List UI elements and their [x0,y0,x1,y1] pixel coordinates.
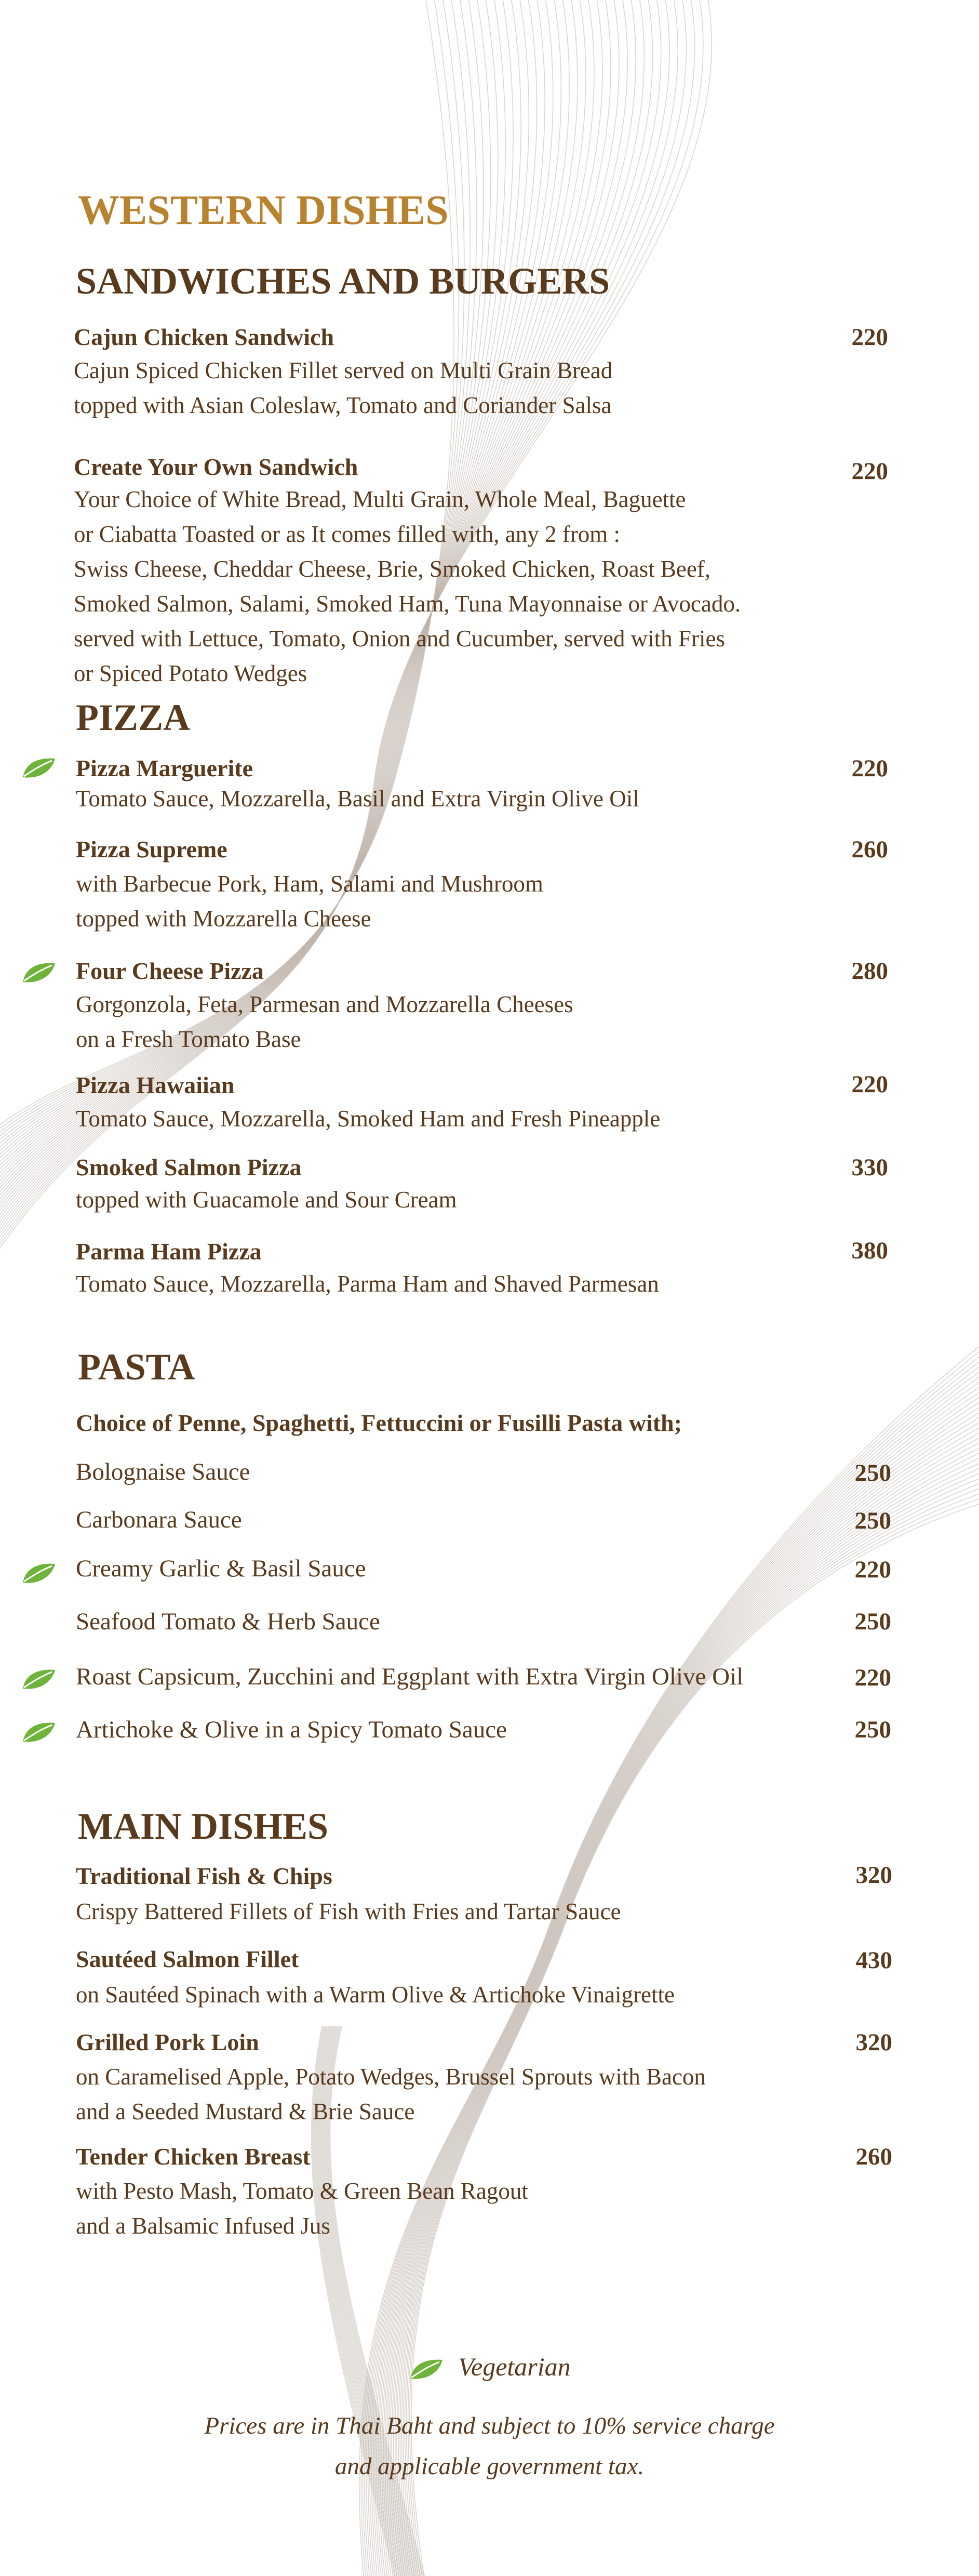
leaf-icon [408,2358,445,2381]
pasta-item-name: Roast Capsicum, Zucchini and Eggplant with Extra Virgin Olive Oil [76,1663,744,1690]
menu-item-price: 280 [851,958,888,985]
menu-item-name: Traditional Fish & Chips [76,1863,332,1889]
vegetarian-leaf-icon [21,1668,57,1691]
menu-item-price: 220 [851,458,888,485]
menu-item-description: Crispy Battered Fillets of Fish with Fries and Tartar Sauce [76,1898,621,1924]
section-title-main-dishes: MAIN DISHES [78,1805,329,1847]
menu-item-description: Gorgonzola, Feta, Parmesan and Mozzarella Cheeses on a Fresh Tomato Base [76,991,573,1052]
menu-item-price: 260 [855,2143,892,2170]
section-title-pizza: PIZZA [76,697,191,738]
menu-item-description: Cajun Spiced Chicken Fillet served on Multi Grain Bread topped with Asian Coleslaw, Tomato and Coriander Salsa [74,357,613,418]
menu-item-name: Pizza Marguerite [76,755,253,781]
pasta-item-price: 250 [854,1459,891,1486]
menu-item-description: on Sautéed Spinach with a Warm Olive & Artichoke Vinaigrette [76,1982,675,2008]
section-title-sandwiches: SANDWICHES AND BURGERS [76,260,610,302]
category-title: WESTERN DISHES [78,188,449,233]
menu-item-description: Tomato Sauce, Mozzarella, Smoked Ham and Fresh Pineapple [76,1106,661,1132]
menu-item-name: Tender Chicken Breast [76,2143,311,2170]
menu-item-price: 330 [851,1154,888,1181]
menu-item-description: Tomato Sauce, Mozzarella, Parma Ham and Shaved Parmesan [76,1271,659,1297]
menu-item-price: 320 [855,1862,892,1889]
menu-item-name: Pizza Hawaiian [76,1072,235,1098]
menu-item-name: Grilled Pork Loin [76,2029,259,2055]
menu-item-description: Your Choice of White Bread, Multi Grain, Whole Meal, Baguette or Ciabatta Toasted or as It comes filled with, any 2 from : Swiss Cheese, Cheddar Cheese, Brie, Smoked Chicken, Roast Beef, Smoked Salmon, Salami, Smoked Ham, Tuna Mayonnaise or Avocado. served with Lettuce, Tomato, Onion and Cucumber, served with Fries or Spiced Potato Wedges [74,486,741,686]
menu-item-name: Parma Ham Pizza [76,1238,262,1265]
menu-item-price: 380 [851,1237,888,1264]
menu-item-description: on Caramelised Apple, Potato Wedges, Brussel Sprouts with Bacon and a Seeded Mustard & Brie Sauce [76,2064,706,2124]
menu-item-price: 220 [851,755,888,782]
pasta-item-price: 250 [854,1608,891,1635]
vegetarian-leaf-icon [21,756,57,779]
menu-item-name: Smoked Salmon Pizza [76,1154,302,1180]
pasta-item-name: Seafood Tomato & Herb Sauce [76,1608,380,1635]
vegetarian-leaf-icon [21,961,57,984]
pasta-item-price: 220 [854,1664,891,1691]
menu-item-price: 260 [851,836,888,863]
menu-item-price: 320 [855,2029,892,2056]
pasta-item-name: Carbonara Sauce [76,1506,242,1533]
pasta-item-price: 250 [854,1507,891,1534]
pasta-item-price: 250 [854,1716,891,1743]
menu-item-price: 220 [851,324,888,351]
menu-item-name: Four Cheese Pizza [76,958,264,984]
menu-item-price: 220 [851,1071,888,1098]
pasta-item-name: Creamy Garlic & Basil Sauce [76,1555,366,1582]
menu-item-name: Pizza Supreme [76,836,227,862]
menu-item-description: with Pesto Mash, Tomato & Green Bean Ragout and a Balsamic Infused Jus [76,2178,528,2239]
price-disclaimer: Prices are in Thai Baht and subject to 10% service charge and applicable government tax. [204,2412,775,2480]
vegetarian-leaf-icon [21,1721,57,1744]
vegetarian-leaf-icon [21,1562,57,1585]
pasta-item-name: Artichoke & Olive in a Spicy Tomato Sauce [76,1716,507,1743]
menu-item-description: Tomato Sauce, Mozzarella, Basil and Extra Virgin Olive Oil [76,786,639,812]
menu-item-description: topped with Guacamole and Sour Cream [76,1187,457,1213]
menu-item-description: with Barbecue Pork, Ham, Salami and Mushroom topped with Mozzarella Cheese [76,871,543,932]
menu-item-name: Sautéed Salmon Fillet [76,1946,299,1972]
pasta-item-name: Bolognaise Sauce [76,1458,250,1485]
menu-item-price: 430 [855,1947,892,1974]
pasta-item-price: 220 [854,1556,891,1583]
section-title-pasta: PASTA [78,1346,195,1388]
pasta-intro: Choice of Penne, Spaghetti, Fettuccini or Fusilli Pasta with; [76,1410,682,1436]
vegetarian-legend-label: Vegetarian [458,2352,571,2381]
menu-item-name: Cajun Chicken Sandwich [74,324,334,350]
menu-item-name: Create Your Own Sandwich [74,454,358,480]
